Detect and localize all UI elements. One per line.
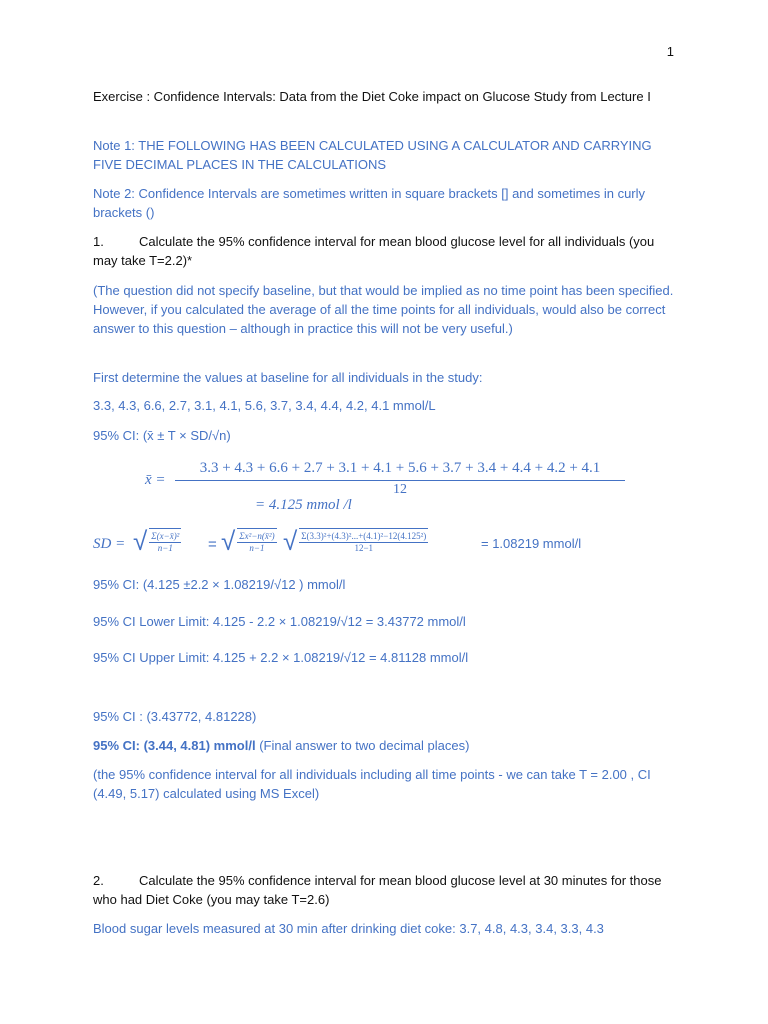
question-2 — [93, 871, 678, 909]
ci-upper-limit: 95% CI Upper Limit: 4.125 + 2.2 × 1.08219/√12 = 4.81128 mmol/l — [93, 650, 469, 665]
sd-result: = 1.08219 mmol/l — [481, 536, 582, 551]
ci-lower-limit: 95% CI Lower Limit: 4.125 - 2.2 × 1.08219/√12 = 3.43772 mmol/l — [93, 614, 466, 629]
ci-formula-label: 95% CI: (x̄ ± T × SD/√n) — [93, 428, 231, 443]
mean-denominator: 12 — [393, 482, 407, 497]
excel-note: (the 95% confidence interval for all individuals including all time points - we can take T = 2.00 , CI (4.49, 5.17) calculated using MS Excel) — [93, 767, 651, 801]
sd-formula-2: √ $\frac{\text{Σx²−n(x̄²)}}{n-1}$ — [221, 526, 275, 556]
final-answer — [93, 736, 678, 755]
sd-formula-1: √ $\frac{\text{Σ(x−x̄)²}}{n-1}$ — [133, 526, 180, 556]
question-2-text: Calculate the 95% confidence interval for mean blood glucose level at 30 minutes for those who had Diet Coke (you may take T=2.6) — [93, 873, 662, 907]
sd-symbol: SD = — [93, 536, 126, 552]
question-1-comment: (The question did not specify baseline, but that would be implied as no time point has been specified. However, if you calculated the average of all the time points for all individuals, would also be correct answer to this question – although in practice this will not be very useful.) — [93, 283, 674, 336]
question-1-number: 1. — [93, 234, 104, 249]
question-2-number: 2. — [93, 873, 104, 888]
final-answer-note: (Final answer to two decimal places) — [255, 738, 470, 753]
note-1: Note 1: THE FOLLOWING HAS BEEN CALCULATED USING A CALCULATOR AND CARRYING FIVE DECIMAL PLACES IN THE CALCULATIONS — [93, 138, 652, 172]
baseline-values: 3.3, 4.3, 6.6, 2.7, 3.1, 4.1, 5.6, 3.7, 3.4, 4.4, 4.2, 4.1 mmol/L — [93, 398, 436, 413]
question-1 — [93, 232, 678, 270]
mean-result: = 4.125 mmol /l — [255, 497, 352, 513]
sd-calculation: SD = √ $\frac{\text{Σ(x−x̄)²}}{n-1}$ = √ $\frac{\text{Σx²−n(x̄²)}}{n-1}$ √ $\frac{\text{Σ(3.3)²+(4.3)²...+(4.1)²−12(4.125²)}}{12-1}$ = 1.08219 mmol/l — [93, 526, 582, 556]
question-1-text: Calculate the 95% confidence interval for mean blood glucose level for all individuals (you may take T=2.2)* — [93, 234, 655, 268]
ci-result: 95% CI : (3.43772, 4.81228) — [93, 709, 257, 724]
exercise-title: Exercise : Confidence Intervals: Data from the Diet Coke impact on Glucose Study from Lecture I — [93, 89, 651, 104]
page-number: 1 — [666, 44, 674, 59]
final-answer-value: 95% CI: (3.44, 4.81) mmol/l — [93, 738, 256, 753]
ci-calculation: 95% CI: (4.125 ±2.2 × 1.08219/√12 ) mmol/l — [93, 577, 346, 592]
note-2: Note 2: Confidence Intervals are sometimes written in square brackets [] and sometimes in curly brackets () — [93, 186, 646, 220]
ci-formula — [93, 426, 678, 445]
question-2-values: Blood sugar levels measured at 30 min after drinking diet coke: 3.7, 4.8, 4.3, 3.4, 3.3, 4.3 — [93, 921, 604, 936]
mean-numerator: 3.3 + 4.3 + 6.6 + 2.7 + 3.1 + 4.1 + 5.6 + 3.7 + 3.4 + 4.4 + 4.2 + 4.1 — [175, 460, 625, 481]
mean-symbol: x̄ = — [145, 472, 166, 488]
sd-formula-3: √ $\frac{\text{Σ(3.3)²+(4.3)²...+(4.1)²−12(4.125²)}}{12-1}$ — [283, 526, 427, 556]
baseline-intro: First determine the values at baseline for all individuals in the study: — [93, 370, 483, 385]
